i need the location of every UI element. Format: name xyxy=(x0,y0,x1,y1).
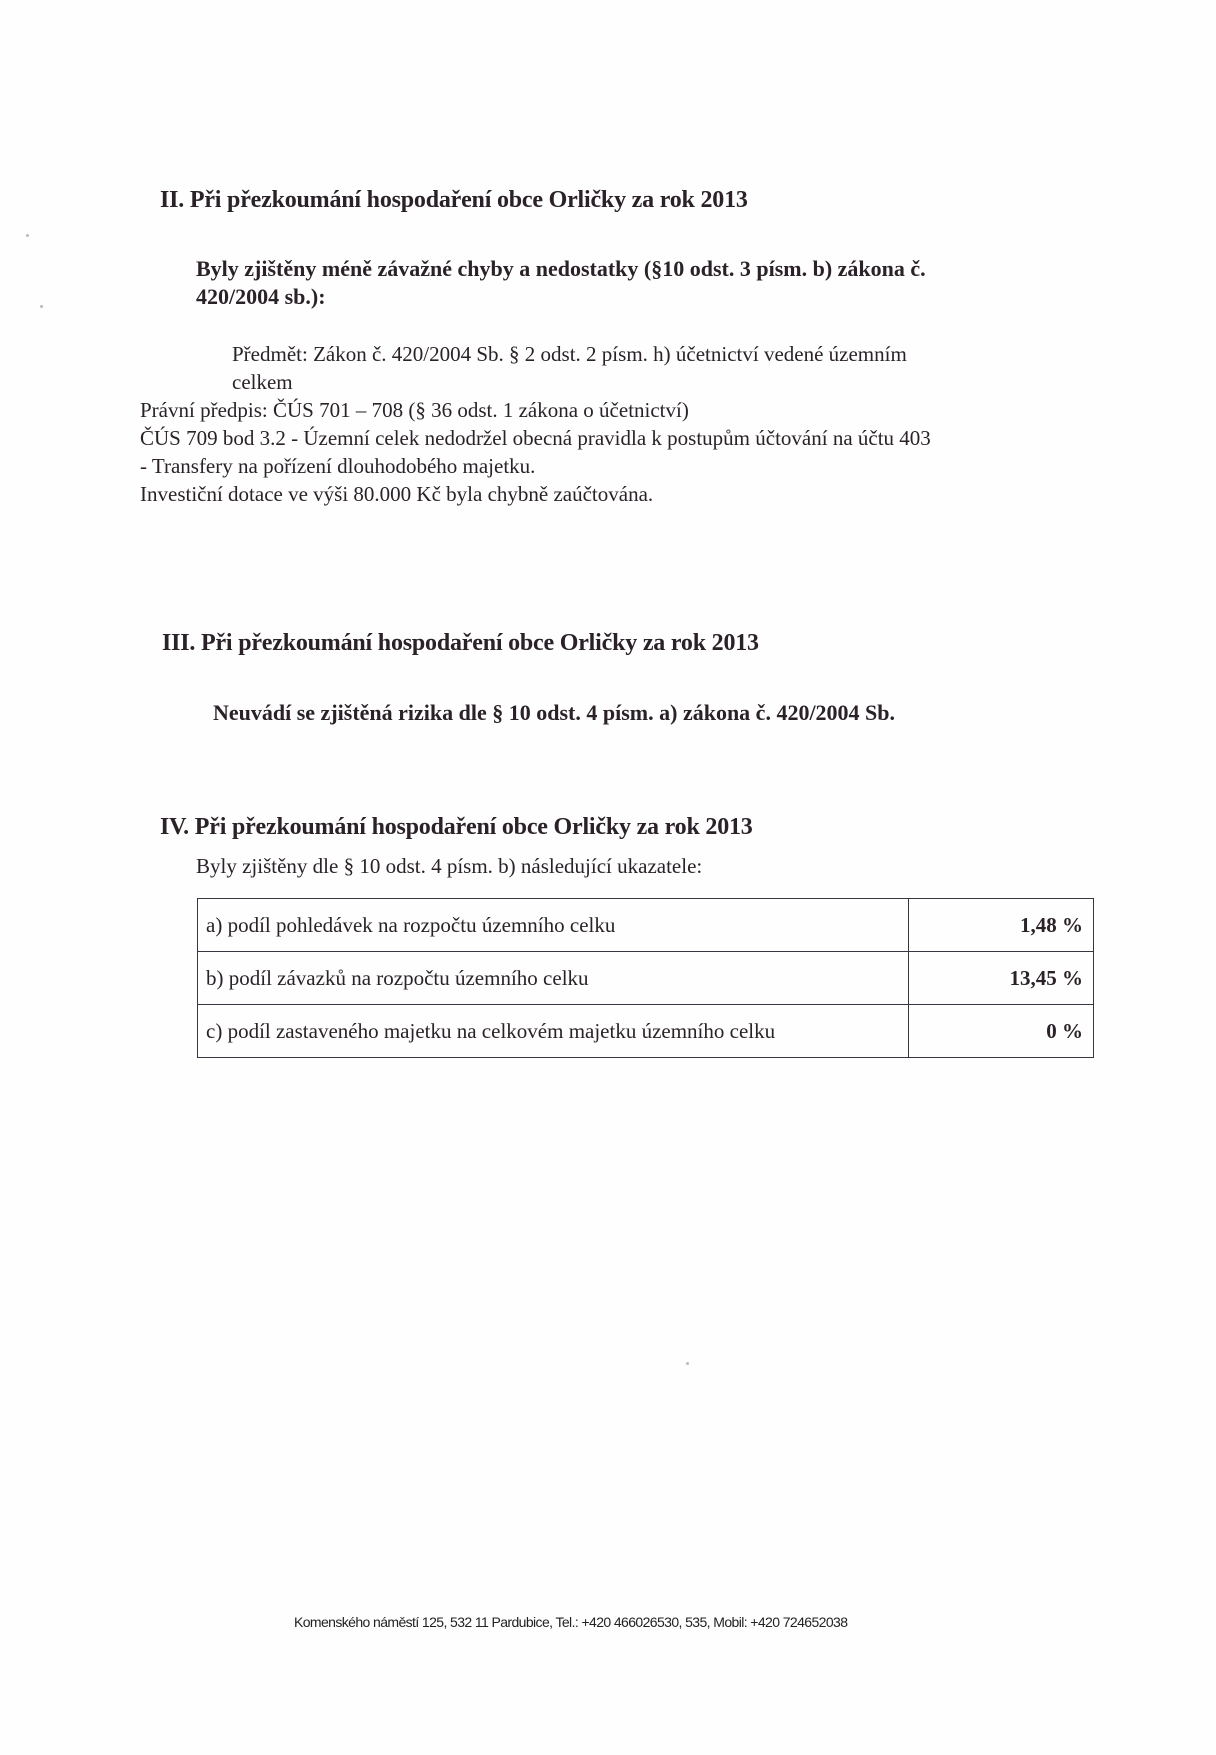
section-2-finding-line-2: 420/2004 sb.): xyxy=(196,284,326,309)
scan-speck xyxy=(686,1362,689,1365)
indicator-label: a) podíl pohledávek na rozpočtu územního celku xyxy=(198,899,909,952)
indicator-label: c) podíl zastaveného majetku na celkovém majetku územního celku xyxy=(198,1005,909,1058)
indicator-row xyxy=(198,899,1094,952)
indicator-value: 13,45 % xyxy=(909,952,1094,1005)
indicator-value: 0 % xyxy=(909,1005,1094,1058)
section-4-heading: IV. Při přezkoumání hospodaření obce Orličky za rok 2013 xyxy=(160,814,753,840)
footer-address: Komenského náměstí 125, 532 11 Pardubice, Tel.: +420 466026530, 535, Mobil: +420 724652038 xyxy=(294,1614,848,1630)
section-2-finding-line-1: Byly zjištěny méně závažné chyby a nedostatky (§10 odst. 3 písm. b) zákona č. xyxy=(196,256,926,281)
indicator-label: b) podíl závazků na rozpočtu územního celku xyxy=(198,952,909,1005)
section-4-intro: Byly zjištěny dle § 10 odst. 4 písm. b) následující ukazatele: xyxy=(196,854,703,878)
section-3-heading: III. Při přezkoumání hospodaření obce Orličky za rok 2013 xyxy=(162,630,759,656)
indicator-row xyxy=(198,1005,1094,1058)
indicators-table xyxy=(197,898,1094,1058)
detail-line-1: ČÚS 709 bod 3.2 - Územní celek nedodržel obecná pravidla k postupům účtování na účtu 403 xyxy=(140,426,931,450)
indicator-row xyxy=(198,952,1094,1005)
subject-line-2: celkem xyxy=(232,370,293,394)
detail-line-2: - Transfery na pořízení dlouhodobého majetku. xyxy=(140,454,536,478)
section-3-statement: Neuvádí se zjištěná rizika dle § 10 odst. 4 písm. a) zákona č. 420/2004 Sb. xyxy=(213,700,896,725)
indicator-value: 1,48 % xyxy=(909,899,1094,952)
scan-speck xyxy=(40,305,43,308)
scan-speck xyxy=(26,234,29,237)
subject-line-1: Předmět: Zákon č. 420/2004 Sb. § 2 odst. 2 písm. h) účetnictví vedené územním xyxy=(232,342,907,366)
detail-line-3: Investiční dotace ve výši 80.000 Kč byla chybně zaúčtována. xyxy=(140,482,654,506)
legal-regulation-line: Právní předpis: ČÚS 701 – 708 (§ 36 odst. 1 zákona o účetnictví) xyxy=(140,398,689,422)
section-2-heading: II. Při přezkoumání hospodaření obce Orličky za rok 2013 xyxy=(160,187,748,213)
